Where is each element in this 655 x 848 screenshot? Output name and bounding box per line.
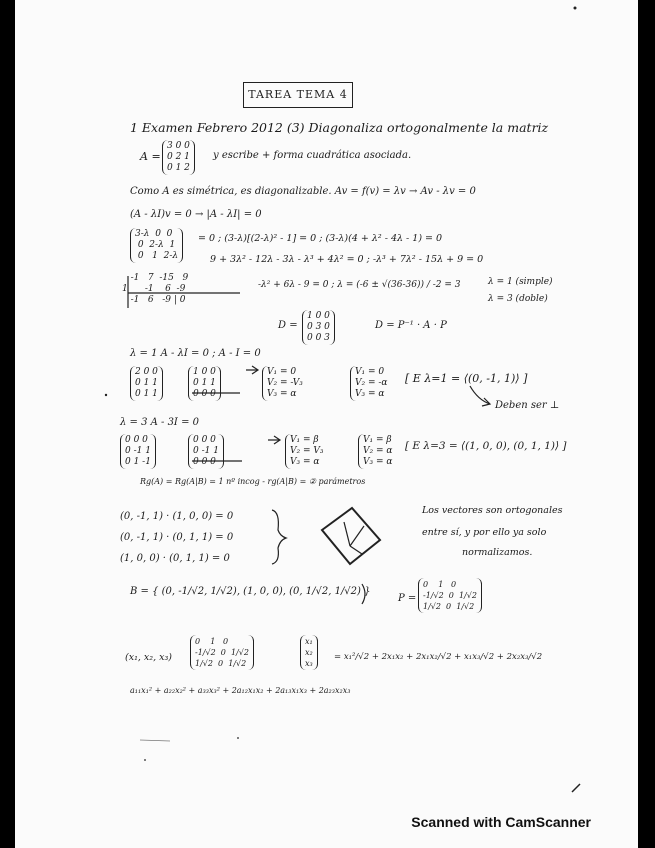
p-label: P = [398, 593, 417, 604]
ortho-note-2: entre sí, y por ello ya solo [422, 527, 547, 538]
quad-p-matrix: 0 1 0 -1/√2 0 1/√2 1/√2 0 1/√2 [190, 635, 254, 670]
scanner-watermark: Scanned with CamScanner [411, 814, 591, 830]
matrix-a-text: y escribe + forma cuadrática asociada. [213, 150, 412, 161]
orthogonal-vectors-sketch [322, 508, 380, 564]
rank-line: Rg(A) = Rg(A|B) = 1 nº incog - rg(A|B) = ② parámetros [140, 477, 366, 486]
line-symmetric: Como A es simétrica, es diagonalizable. Av = f(v) = λv → Av - λv = 0 [130, 186, 476, 197]
note-perp: Deben ser ⊥ [495, 400, 560, 411]
lambda1-system-a: V₁ = 0 V₂ = -V₃ V₃ = α [262, 366, 307, 401]
lambda3-matrix: 0 0 0 0 -1 1 0 1 -1 [120, 434, 156, 469]
lambda3-heading: λ = 3 A - 3I = 0 [120, 417, 199, 428]
lambda1-matrix: 2 0 0 0 1 1 0 1 1 [130, 366, 163, 401]
diag-label: D = [278, 320, 298, 331]
diag-matrix: 1 0 0 0 3 0 0 0 3 [302, 310, 335, 345]
matrix-a-label: A = [140, 150, 161, 163]
line-det: = 0 ; (3-λ)[(2-λ)² - 1] = 0 ; (3-λ)(4 + λ² - 4λ - 1) = 0 [198, 233, 443, 244]
lambda3-reduced: 0 0 0 0 -1 1 0 0 0 [188, 434, 224, 469]
ruffini-table: -1 7 -15 9 1 -1 6 -9 -1 6 -9 | 0 [122, 273, 189, 305]
quad-x-vector: x₁ x₂ x₃ [300, 635, 318, 670]
general-form: a₁₁x₁² + a₂₂x₂² + a₃₃x₃² + 2a₁₂x₁x₂ + 2a₁₃x₁x₃ + 2a₂₃x₂x₃ [130, 686, 351, 695]
diag-eq: D = P⁻¹ · A · P [375, 320, 447, 331]
ortho-note-1: Los vectores son ortogonales [422, 505, 563, 516]
lambda1-reduced: 1 0 0 0 1 1 0 0 0 [188, 366, 221, 401]
title-box: TAREA TEMA 4 [243, 82, 353, 108]
quad-form-rhs: = x₁²/√2 + 2x₁x₂ + 2x₁x₂/√2 + x₁x₃/√2 + 2x₂x₃/√2 [334, 652, 543, 662]
quad-form-lhs: (x₁, x₂, x₃) [125, 652, 172, 663]
line-poly: 9 + 3λ² - 12λ - 3λ - λ³ + 4λ² = 0 ; -λ³ + 7λ² - 15λ + 9 = 0 [210, 254, 484, 265]
ortho-note-3: normalizamos. [462, 547, 533, 558]
dot-product-3: (1, 0, 0) · (0, 1, 1) = 0 [120, 553, 230, 564]
exercise-heading: 1 Examen Febrero 2012 (3) Diagonaliza ortogonalmente la matriz [130, 120, 549, 135]
matrix-a: 3 0 0 0 2 1 0 1 2 [162, 140, 195, 175]
lambda1-space: [ E λ=1 = ⟨(0, -1, 1)⟩ ] [405, 372, 528, 385]
line-quadratic: -λ² + 6λ - 9 = 0 ; λ = (-6 ± √(36-36)) / -2 = 3 [258, 280, 461, 290]
lambda3-system-a: V₁ = β V₂ = V₃ V₃ = α [285, 434, 327, 469]
lambda1-heading: λ = 1 A - λI = 0 ; A - I = 0 [130, 348, 261, 359]
eigen-double: λ = 3 (doble) [488, 294, 548, 304]
line-eq1: (A - λI)v = 0 → |A - λI| = 0 [130, 209, 262, 220]
dot-product-2: (0, -1, 1) · (0, 1, 1) = 0 [120, 532, 234, 543]
lambda3-system-b: V₁ = β V₂ = α V₃ = α [358, 434, 396, 469]
lambda1-system-b: V₁ = 0 V₂ = -α V₃ = α [350, 366, 392, 401]
basis-line: B = { (0, -1/√2, 1/√2), (1, 0, 0), (0, 1/√2, 1/√2) } [130, 586, 371, 597]
det-matrix: 3-λ 0 0 0 2-λ 1 0 1 2-λ [130, 228, 183, 263]
eigen-simple: λ = 1 (simple) [488, 277, 553, 287]
dot-product-1: (0, -1, 1) · (1, 0, 0) = 0 [120, 511, 234, 522]
lambda3-space: [ E λ=3 = ⟨(1, 0, 0), (0, 1, 1)⟩ ] [405, 440, 567, 452]
p-matrix: 0 1 0 -1/√2 0 1/√2 1/√2 0 1/√2 [418, 578, 482, 613]
